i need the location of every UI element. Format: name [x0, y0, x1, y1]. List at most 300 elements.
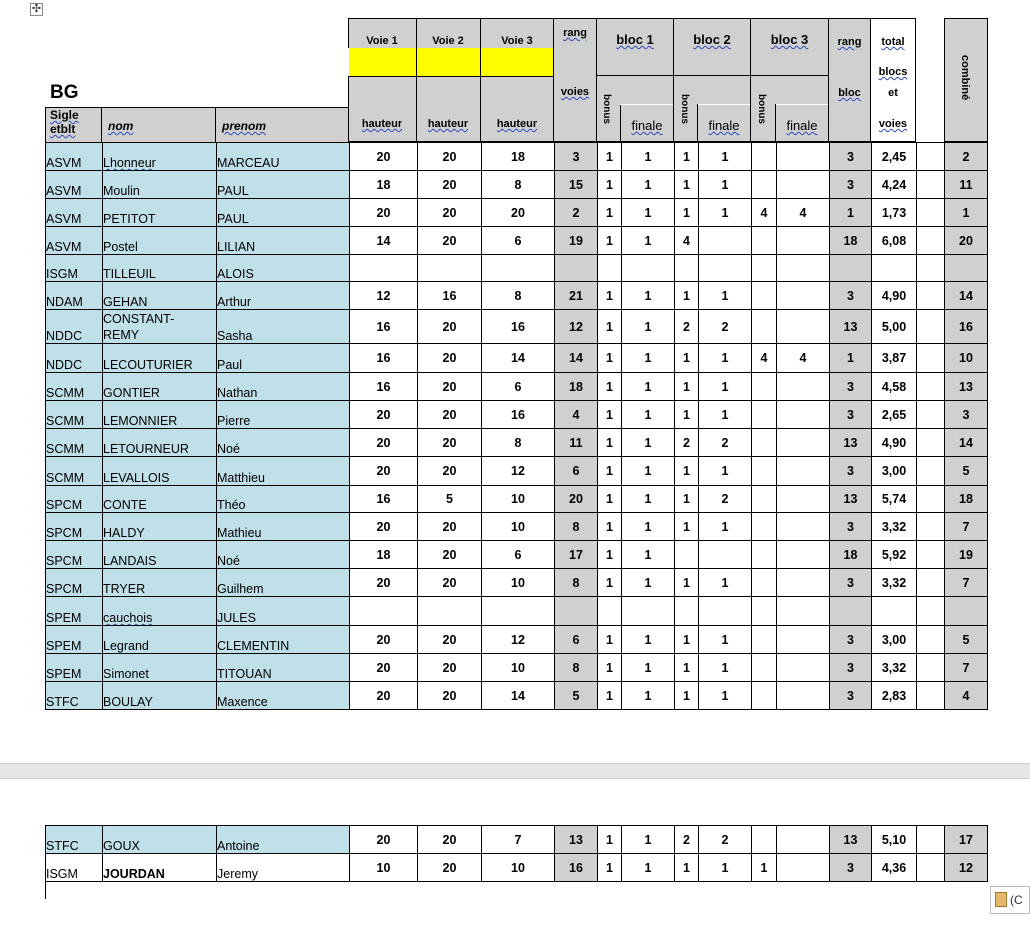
header-bonus-1: bonus: [601, 94, 612, 124]
nom-cell: GONTIER: [103, 373, 217, 401]
bloc2-finale-cell: 1: [699, 569, 752, 597]
bloc3-bonus-cell: [752, 513, 777, 541]
table-row: [46, 310, 988, 344]
voie3-cell: 7: [482, 826, 555, 854]
sigle-cell: SPCM: [46, 541, 103, 569]
spacer-cell: [917, 255, 945, 282]
header-prenom: prenom: [222, 119, 267, 133]
rang-bloc-cell: 1: [830, 199, 872, 227]
nom-cell: GEHAN: [103, 282, 217, 310]
sigle-cell: SPCM: [46, 486, 103, 513]
rang-bloc-cell: [830, 255, 872, 282]
bloc1-finale-cell: 1: [622, 626, 675, 654]
combine-cell: 3: [945, 401, 988, 429]
voie3-cell: 6: [482, 227, 555, 255]
bloc3-bonus-cell: [752, 569, 777, 597]
results-table-page2: [45, 825, 988, 882]
bloc2-finale-cell: 1: [699, 171, 752, 199]
total-cell: 3,00: [872, 457, 917, 486]
combine-cell: 2: [945, 143, 988, 171]
total-cell: 5,92: [872, 541, 917, 569]
spacer-cell: [917, 486, 945, 513]
bloc1-finale-cell: 1: [622, 826, 675, 854]
voie3-cell: 16: [482, 401, 555, 429]
rang-bloc-cell: 3: [830, 654, 872, 682]
header-blocs: blocs: [878, 66, 908, 78]
bloc2-finale-cell: [699, 541, 752, 569]
voie3-cell: 10: [482, 569, 555, 597]
header-et: et: [888, 87, 898, 99]
spacer-cell: [917, 826, 945, 854]
sigle-cell: SPEM: [46, 626, 103, 654]
bloc2-bonus-cell: 1: [675, 457, 699, 486]
voie1-cell: 20: [350, 143, 418, 171]
voie2-cell: 20: [418, 199, 482, 227]
bloc1-bonus-cell: 1: [598, 143, 622, 171]
header-voies-total: voies: [878, 118, 908, 130]
header-voie2: Voie 2: [432, 35, 464, 47]
table-row: [46, 486, 988, 513]
header-rang-voies: rang: [563, 27, 587, 39]
spacer-cell: [917, 597, 945, 626]
bloc1-finale-cell: 1: [622, 310, 675, 344]
prenom-cell: JULES: [217, 597, 350, 626]
table-row: [46, 143, 988, 171]
bloc3-bonus-cell: [752, 171, 777, 199]
bloc3-finale-cell: [777, 654, 830, 682]
table-row: [46, 626, 988, 654]
voie2-cell: 20: [418, 854, 482, 882]
table-row: [46, 457, 988, 486]
sigle-cell: SPCM: [46, 569, 103, 597]
rang-voies-cell: 8: [555, 569, 598, 597]
total-cell: 3,00: [872, 626, 917, 654]
bloc3-bonus-cell: [752, 654, 777, 682]
voie1-cell: 16: [350, 344, 418, 373]
bloc1-bonus-cell: 1: [598, 826, 622, 854]
nom-cell: BOULAY: [103, 682, 217, 710]
total-cell: 5,10: [872, 826, 917, 854]
prenom-cell: Maxence: [217, 682, 350, 710]
bloc2-bonus-cell: 1: [675, 373, 699, 401]
voie3-cell: 10: [482, 854, 555, 882]
total-cell: 3,32: [872, 569, 917, 597]
header-bloc2: bloc 2: [693, 32, 731, 47]
table-row: [46, 569, 988, 597]
bloc2-bonus-cell: [675, 255, 699, 282]
bloc3-finale-cell: [777, 486, 830, 513]
bloc1-finale-cell: 1: [622, 373, 675, 401]
header-bloc1: bloc 1: [616, 32, 654, 47]
voie1-cell: 20: [350, 826, 418, 854]
prenom-cell: MARCEAU: [217, 143, 350, 171]
bloc3-bonus-cell: [752, 457, 777, 486]
bloc3-bonus-cell: [752, 373, 777, 401]
voie2-cell: 20: [418, 227, 482, 255]
table-row: [46, 171, 988, 199]
sigle-cell: ISGM: [46, 854, 103, 882]
header-finale-3: finale: [786, 118, 818, 133]
bloc3-finale-cell: [777, 569, 830, 597]
voie3-cell: 8: [482, 282, 555, 310]
voie1-cell: 20: [350, 199, 418, 227]
rang-bloc-cell: 3: [830, 682, 872, 710]
nom-cell: cauchois: [103, 597, 217, 626]
table-row: [46, 429, 988, 457]
voie3-cell: 16: [482, 310, 555, 344]
bloc2-bonus-cell: 2: [675, 826, 699, 854]
nom-cell: TRYER: [103, 569, 217, 597]
rang-bloc-cell: 18: [830, 541, 872, 569]
bloc3-bonus-cell: [752, 826, 777, 854]
sigle-cell: NDAM: [46, 282, 103, 310]
header-rang-bloc: rang: [837, 36, 862, 48]
combine-cell: 20: [945, 227, 988, 255]
table-row: [46, 255, 988, 282]
spacer-cell: [917, 227, 945, 255]
rang-bloc-cell: 3: [830, 513, 872, 541]
table-move-handle[interactable]: ✣: [31, 3, 42, 15]
nom-cell: Lhonneur: [103, 143, 217, 171]
header-bloc3: bloc 3: [770, 32, 809, 47]
total-cell: 2,45: [872, 143, 917, 171]
bloc3-finale-cell: [777, 541, 830, 569]
rang-voies-cell: 4: [555, 401, 598, 429]
voie2-cell: 20: [418, 310, 482, 344]
sigle-cell: ASVM: [46, 143, 103, 171]
bloc3-finale-cell: [777, 626, 830, 654]
voie3-cell: 14: [482, 682, 555, 710]
bloc3-finale-cell: [777, 282, 830, 310]
bloc3-bonus-cell: 1: [752, 854, 777, 882]
voie2-cell: 5: [418, 486, 482, 513]
prenom-cell: PAUL: [217, 171, 350, 199]
bloc1-bonus-cell: 1: [598, 171, 622, 199]
bloc3-bonus-cell: [752, 255, 777, 282]
nom-cell: Postel: [103, 227, 217, 255]
bloc2-finale-cell: 1: [699, 457, 752, 486]
total-cell: 4,90: [872, 429, 917, 457]
bloc1-bonus-cell: 1: [598, 429, 622, 457]
total-cell: [872, 255, 917, 282]
bloc2-bonus-cell: 1: [675, 344, 699, 373]
bloc3-finale-cell: [777, 457, 830, 486]
table-row: [46, 401, 988, 429]
nom-cell: LECOUTURIER: [103, 344, 217, 373]
combine-cell: 14: [945, 429, 988, 457]
sigle-cell: SCMM: [46, 373, 103, 401]
rang-voies-cell: 6: [555, 626, 598, 654]
bloc1-finale-cell: 1: [622, 199, 675, 227]
total-cell: 4,90: [872, 282, 917, 310]
table-row: [46, 854, 988, 882]
prenom-cell: Théo: [217, 486, 350, 513]
header-voie3: Voie 3: [501, 35, 533, 47]
rang-bloc-cell: 3: [830, 401, 872, 429]
bloc1-bonus-cell: 1: [598, 344, 622, 373]
header-bonus-3: bonus: [756, 94, 767, 124]
bloc1-bonus-cell: 1: [598, 569, 622, 597]
bloc2-finale-cell: 1: [699, 626, 752, 654]
bloc3-finale-cell: [777, 682, 830, 710]
nom-cell: LEMONNIER: [103, 401, 217, 429]
bloc1-bonus-cell: 1: [598, 541, 622, 569]
bloc1-bonus-cell: 1: [598, 654, 622, 682]
bloc2-finale-cell: 1: [699, 682, 752, 710]
clipboard-icon: [995, 892, 1007, 907]
bloc1-bonus-cell: 1: [598, 457, 622, 486]
total-cell: 5,00: [872, 310, 917, 344]
header-voie1: Voie 1: [366, 35, 398, 47]
voie2-cell: 20: [418, 344, 482, 373]
rang-bloc-cell: 13: [830, 486, 872, 513]
voie2-cell: 20: [418, 401, 482, 429]
bloc3-bonus-cell: [752, 227, 777, 255]
bloc2-bonus-cell: 1: [675, 513, 699, 541]
voie3-cell: 10: [482, 513, 555, 541]
header-total: total: [881, 36, 905, 48]
total-cell: 3,32: [872, 654, 917, 682]
table-row: [46, 227, 988, 255]
voie3-cell: 6: [482, 373, 555, 401]
voie2-cell: 20: [418, 682, 482, 710]
bloc3-finale-cell: [777, 401, 830, 429]
bloc3-finale-cell: [777, 826, 830, 854]
voie1-cell: [350, 597, 418, 626]
bloc3-bonus-cell: [752, 541, 777, 569]
table-row: [46, 826, 988, 854]
yellow-highlight: [349, 48, 554, 76]
sigle-cell: SPEM: [46, 597, 103, 626]
voie1-cell: 14: [350, 227, 418, 255]
rang-voies-cell: [555, 597, 598, 626]
header-finale-2: finale: [708, 118, 740, 133]
bloc2-finale-cell: [699, 255, 752, 282]
bloc3-finale-cell: [777, 255, 830, 282]
header-sigle: Sigle etblt: [50, 108, 79, 136]
voie2-cell: 20: [418, 654, 482, 682]
rang-voies-cell: 8: [555, 654, 598, 682]
bloc3-bonus-cell: [752, 282, 777, 310]
rang-bloc-cell: 3: [830, 569, 872, 597]
spacer-cell: [917, 310, 945, 344]
combine-cell: 7: [945, 654, 988, 682]
header-hauteur-1: hauteur: [361, 118, 403, 130]
bloc3-bonus-cell: 4: [752, 344, 777, 373]
bloc1-finale-cell: 1: [622, 513, 675, 541]
voie1-cell: 20: [350, 626, 418, 654]
bloc2-bonus-cell: 1: [675, 682, 699, 710]
voie1-cell: 16: [350, 486, 418, 513]
prenom-cell: Noé: [217, 429, 350, 457]
bloc3-finale-cell: [777, 143, 830, 171]
sigle-cell: ISGM: [46, 255, 103, 282]
bloc3-bonus-cell: [752, 401, 777, 429]
bloc1-finale-cell: 1: [622, 143, 675, 171]
rang-voies-cell: 8: [555, 513, 598, 541]
bloc2-finale-cell: [699, 227, 752, 255]
bloc3-bonus-cell: [752, 486, 777, 513]
sigle-cell: NDDC: [46, 310, 103, 344]
bloc3-bonus-cell: [752, 143, 777, 171]
prenom-cell: Antoine: [217, 826, 350, 854]
bloc1-finale-cell: 1: [622, 682, 675, 710]
bloc1-finale-cell: 1: [622, 344, 675, 373]
rang-bloc-cell: 3: [830, 282, 872, 310]
bloc3-finale-cell: [777, 513, 830, 541]
voie2-cell: 20: [418, 171, 482, 199]
rang-bloc-cell: 13: [830, 310, 872, 344]
combine-cell: 12: [945, 854, 988, 882]
rang-voies-cell: [555, 255, 598, 282]
bloc2-bonus-cell: 1: [675, 654, 699, 682]
voie3-cell: 12: [482, 457, 555, 486]
bloc2-bonus-cell: 2: [675, 310, 699, 344]
voie2-cell: 20: [418, 457, 482, 486]
nom-cell: LEVALLOIS: [103, 457, 217, 486]
voie2-cell: 20: [418, 826, 482, 854]
bloc2-bonus-cell: 1: [675, 199, 699, 227]
prenom-cell: CLEMENTIN: [217, 626, 350, 654]
spacer-cell: [917, 682, 945, 710]
voie2-cell: [418, 597, 482, 626]
rang-bloc-cell: 1: [830, 344, 872, 373]
combine-cell: 19: [945, 541, 988, 569]
rang-bloc-cell: 3: [830, 854, 872, 882]
combine-cell: 18: [945, 486, 988, 513]
combine-cell: 5: [945, 457, 988, 486]
total-cell: 4,36: [872, 854, 917, 882]
sigle-cell: SCMM: [46, 401, 103, 429]
sigle-cell: SPEM: [46, 654, 103, 682]
rang-bloc-cell: 3: [830, 171, 872, 199]
sigle-cell: ASVM: [46, 171, 103, 199]
rang-voies-cell: 12: [555, 310, 598, 344]
results-table: [45, 142, 988, 710]
bloc3-finale-cell: 4: [777, 344, 830, 373]
sigle-cell: SPCM: [46, 513, 103, 541]
spacer-cell: [917, 654, 945, 682]
header-nom: nom: [108, 119, 134, 133]
table-row: [46, 373, 988, 401]
bloc1-finale-cell: 1: [622, 486, 675, 513]
bloc2-finale-cell: 1: [699, 854, 752, 882]
combine-cell: 16: [945, 310, 988, 344]
sigle-cell: STFC: [46, 826, 103, 854]
bloc2-finale-cell: 1: [699, 282, 752, 310]
bloc1-bonus-cell: 1: [598, 282, 622, 310]
bloc1-bonus-cell: 1: [598, 227, 622, 255]
rang-voies-cell: 2: [555, 199, 598, 227]
spacer-cell: [917, 626, 945, 654]
sigle-cell: STFC: [46, 682, 103, 710]
table-row: [46, 513, 988, 541]
voie3-cell: 20: [482, 199, 555, 227]
voie1-cell: 18: [350, 171, 418, 199]
bloc1-bonus-cell: [598, 255, 622, 282]
table-row: [46, 199, 988, 227]
voie2-cell: 16: [418, 282, 482, 310]
nom-cell: CONTE: [103, 486, 217, 513]
bloc2-bonus-cell: 2: [675, 429, 699, 457]
header-finale-1: finale: [631, 118, 663, 133]
voie3-cell: 10: [482, 654, 555, 682]
rang-bloc-cell: 13: [830, 429, 872, 457]
voie3-cell: 12: [482, 626, 555, 654]
prenom-cell: Guilhem: [217, 569, 350, 597]
rang-voies-cell: 5: [555, 682, 598, 710]
voie2-cell: 20: [418, 569, 482, 597]
bloc3-bonus-cell: [752, 429, 777, 457]
spacer-cell: [917, 373, 945, 401]
voie3-cell: 14: [482, 344, 555, 373]
prenom-cell: Nathan: [217, 373, 350, 401]
rang-bloc-cell: 18: [830, 227, 872, 255]
rang-voies-cell: 11: [555, 429, 598, 457]
bloc2-finale-cell: [699, 597, 752, 626]
prenom-cell: Matthieu: [217, 457, 350, 486]
voie1-cell: 10: [350, 854, 418, 882]
voie1-cell: 20: [350, 457, 418, 486]
paste-options-button[interactable]: [990, 886, 1030, 914]
combine-cell: 14: [945, 282, 988, 310]
total-cell: 3,32: [872, 513, 917, 541]
voie1-cell: 20: [350, 401, 418, 429]
rang-voies-cell: 17: [555, 541, 598, 569]
bloc2-finale-cell: 1: [699, 401, 752, 429]
rang-bloc-cell: 3: [830, 373, 872, 401]
voie1-cell: 20: [350, 513, 418, 541]
bloc2-bonus-cell: 1: [675, 282, 699, 310]
bloc2-bonus-cell: 1: [675, 626, 699, 654]
voie1-cell: 20: [350, 654, 418, 682]
bloc2-finale-cell: 1: [699, 373, 752, 401]
voie1-cell: 12: [350, 282, 418, 310]
prenom-cell: Pierre: [217, 401, 350, 429]
bloc3-bonus-cell: [752, 682, 777, 710]
voie1-cell: [350, 255, 418, 282]
header-bloc: bloc: [838, 87, 861, 99]
nom-cell: Simonet: [103, 654, 217, 682]
bloc3-bonus-cell: 4: [752, 199, 777, 227]
bloc1-bonus-cell: 1: [598, 513, 622, 541]
spacer-cell: [917, 854, 945, 882]
bloc1-bonus-cell: [598, 597, 622, 626]
bloc3-bonus-cell: [752, 310, 777, 344]
rang-voies-cell: 20: [555, 486, 598, 513]
total-cell: 2,65: [872, 401, 917, 429]
paste-options-label: (C: [1010, 893, 1023, 907]
bloc1-finale-cell: [622, 255, 675, 282]
table-row: [46, 282, 988, 310]
bloc2-bonus-cell: [675, 597, 699, 626]
total-cell: 1,73: [872, 199, 917, 227]
bloc3-finale-cell: [777, 429, 830, 457]
nom-cell: CONSTANT- REMY: [103, 310, 217, 344]
rang-voies-cell: 16: [555, 854, 598, 882]
combine-cell: 10: [945, 344, 988, 373]
bloc2-bonus-cell: 1: [675, 143, 699, 171]
bloc3-finale-cell: 4: [777, 199, 830, 227]
total-cell: 2,83: [872, 682, 917, 710]
spacer-cell: [917, 513, 945, 541]
prenom-cell: Jeremy: [217, 854, 350, 882]
voie3-cell: [482, 255, 555, 282]
prenom-cell: Sasha: [217, 310, 350, 344]
voie1-cell: 20: [350, 569, 418, 597]
bloc2-bonus-cell: 1: [675, 854, 699, 882]
total-cell: 4,24: [872, 171, 917, 199]
